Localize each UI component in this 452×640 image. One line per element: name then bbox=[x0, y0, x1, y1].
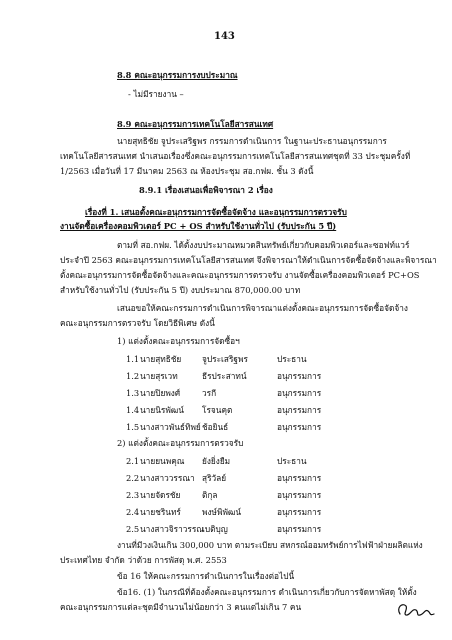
member-first-name: นางสาวจิราวรรณ bbox=[140, 524, 205, 534]
paragraph-line: 1/2563 เมื่อวันที่ 17 มีนาคม 2563 ณ ห้องประชุม สอ.กฟผ. ชั้น 3 ดังนี้ bbox=[60, 166, 314, 176]
member-role: อนุกรรมการ bbox=[277, 490, 322, 500]
member-last-name: ช้อยินธ์ bbox=[202, 422, 229, 432]
member-last-name: เบติบุญ bbox=[202, 524, 228, 534]
member-first-name: นายนิรพัฒน์ bbox=[140, 405, 184, 415]
member-last-name: ติกุล bbox=[202, 490, 218, 500]
member-number: 1.4 bbox=[126, 405, 140, 415]
member-first-name: นายสุทธิชัย bbox=[140, 354, 182, 364]
member-last-name: จูประเสริฐพร bbox=[202, 354, 248, 364]
signature-initials bbox=[394, 598, 438, 620]
member-number: 2.4 bbox=[126, 507, 140, 517]
heading-8-9-1-text: 8.9.1 เรื่องเสนอเพื่อพิจารณา 2 เรื่อง bbox=[139, 185, 273, 195]
member-first-name: นายยนพคุณ bbox=[140, 456, 185, 466]
heading-8-8: 8.8 คณะอนุกรรมการงบประมาณ bbox=[117, 70, 238, 80]
member-number: 1.5 bbox=[126, 422, 140, 432]
member-number: 2.1 bbox=[126, 456, 140, 466]
member-number: 2.5 bbox=[126, 524, 140, 534]
paragraph-line: ประจำปี 2563 คณะอนุกรรมการเทคโนโลยีสารสนเทศ จึงพิจารณาให้ดำเนินการจัดซื้อจัดจ้างและพิจารณา bbox=[60, 255, 437, 265]
paragraph-line: ประเทศไทย จำกัด ว่าด้วย การพัสดุ พ.ศ. 2553 bbox=[60, 555, 227, 565]
member-number: 1.3 bbox=[126, 388, 140, 398]
member-first-name: นายชรินทร์ bbox=[140, 507, 181, 517]
paragraph-line: ข้อ 16 ให้คณะกรรมการดำเนินการในเรื่องต่อไปนี้ bbox=[117, 571, 295, 581]
matter1-title-cont: งานจัดซื้อเครื่องคอมพิวเตอร์ PC + OS สำหรับใช้งานทั่วไป (รับประกัน 5 ปี) bbox=[60, 221, 337, 231]
member-first-name: นายสุรเวท bbox=[140, 371, 178, 381]
paragraph-line: เสนอขอให้คณะกรรมการดำเนินการพิจารณาแต่งตั้งคณะอนุกรรมการจัดซื้อจัดจ้าง bbox=[117, 303, 408, 313]
member-last-name: พงษ์พิพัฒน์ bbox=[202, 507, 242, 517]
heading-8-9: 8.9 คณะอนุกรรมการเทคโนโลยีสารสนเทศ bbox=[117, 119, 274, 129]
paragraph-line: คณะอนุกรรมการตรวจรับ โดยวิธีพิเศษ ดังนี้ bbox=[60, 318, 215, 328]
member-first-name: นายจัดรชัย bbox=[140, 490, 181, 500]
member-last-name: วรกี bbox=[202, 388, 217, 398]
paragraph-line: งานที่มีวงเงินเกิน 300,000 บาท ตามระเบียบ สหกรณ์ออมทรัพย์การไฟฟ้าฝ่ายผลิตแห่ง bbox=[117, 540, 423, 550]
member-role: อนุกรรมการ bbox=[277, 473, 322, 483]
member-first-name: นางสาววรรณา bbox=[140, 473, 195, 483]
member-number: 1.2 bbox=[126, 371, 140, 381]
member-role: อนุกรรมการ bbox=[277, 422, 322, 432]
heading-8-9-1 bbox=[139, 185, 273, 196]
member-last-name: โรจนคุต bbox=[202, 405, 233, 415]
group1-title: 1) แต่งตั้งคณะอนุกรรมการจัดซื้อฯ bbox=[117, 336, 240, 346]
paragraph-line: เทคโนโลยีสารสนเทศ นำเสนอเรื่องซึ่งคณะอนุกรรมการเทคโนโลยีสารสนเทศชุดที่ 33 ประชุมครั้งที่ bbox=[60, 151, 411, 161]
member-number: 2.2 bbox=[126, 473, 140, 483]
paragraph-line: นายสุทธิชัย จูประเสริฐพร กรรมการดำเนินการ ในฐานะประธานอนุกรรมการ bbox=[117, 136, 387, 146]
page-number: 143 bbox=[214, 31, 235, 42]
paragraph-line: ข้อ16. (1) ในกรณีที่ต้องตั้งคณะอนุกรรมการ ดำเนินการเกี่ยวกับการจัดหาพัสดุ ให้ตั้ง bbox=[117, 587, 417, 597]
matter1-title: เรื่องที่ 1. เสนอตั้งคณะอนุกรรมการจัดซื้อจัดจ้าง และอนุกรรมการตรวจรับ bbox=[85, 207, 347, 217]
member-role: ประธาน bbox=[277, 354, 307, 364]
paragraph-line: ตามที่ สอ.กฟผ. ได้ตั้งงบประมาณหมวดสินทรัพย์เกี่ยวกับคอมพิวเตอร์และซอฟท์แวร์ bbox=[117, 240, 410, 250]
no-report-text: - ไม่มีรายงาน – bbox=[128, 89, 184, 99]
member-first-name: นายปิยพงศ์ bbox=[140, 388, 181, 398]
member-role: อนุกรรมการ bbox=[277, 405, 322, 415]
member-last-name: ธีรประสาทน์ bbox=[202, 371, 247, 381]
group2-title: 2) แต่งตั้งคณะอนุกรรมการตรวจรับ bbox=[117, 438, 244, 448]
member-role: อนุกรรมการ bbox=[277, 507, 322, 517]
member-number: 1.1 bbox=[126, 354, 140, 364]
member-last-name: สุริวัลย์ bbox=[202, 473, 227, 483]
member-role: อนุกรรมการ bbox=[277, 371, 322, 381]
member-first-name: นางสาวพันธ์ทิพย์ bbox=[140, 422, 201, 432]
member-last-name: ยังยิ่งยืม bbox=[202, 456, 231, 466]
member-number: 2.3 bbox=[126, 490, 140, 500]
member-role: อนุกรรมการ bbox=[277, 388, 322, 398]
paragraph-line: คณะอนุกรรมการแต่ละชุดมีจำนวนไม่น้อยกว่า 3 คนแต่ไม่เกิน 7 คน bbox=[60, 602, 302, 612]
paragraph-line: สำหรับใช้งานทั่วไป (รับประกัน 5 ปี) งบประมาณ 870,000.00 บาท bbox=[60, 285, 301, 295]
member-role: ประธาน bbox=[277, 456, 307, 466]
paragraph-line: ตั้งคณะอนุกรรมการจัดซื้อจัดจ้างและคณะอนุกรรมการตรวจรับ งานจัดซื้อเครื่องคอมพิวเตอร์ PC+OS bbox=[60, 270, 420, 280]
member-role: อนุกรรมการ bbox=[277, 524, 322, 534]
